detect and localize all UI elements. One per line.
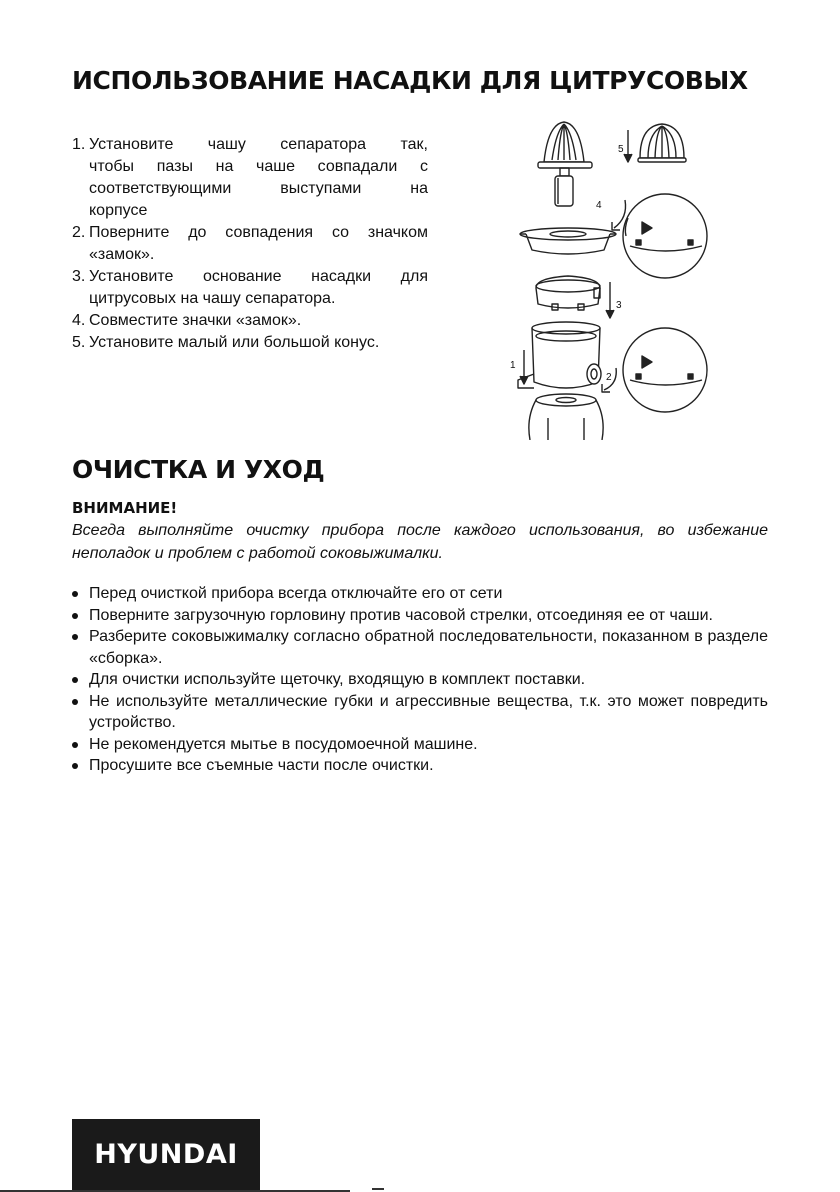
bullet-dot: [72, 742, 78, 748]
bullet-text: Разберите соковыжималку согласно обратной последовательности, показанном в разделе «сборка».: [89, 628, 768, 667]
citrus-assembly-illustration: [490, 118, 730, 440]
brand-logo: [72, 1119, 260, 1192]
bullet-dot: [72, 613, 78, 619]
bullet-item: [72, 605, 768, 627]
step-item: [72, 310, 428, 332]
bullet-dot: [72, 699, 78, 705]
bullet-dot: [72, 591, 78, 597]
step-line: Установите чашу сепаратора так,: [89, 136, 428, 153]
bullet-text: Не используйте металлические губки и агрессивные вещества, т.к. это может повредить устройство.: [89, 692, 768, 731]
bullet-text: Перед очисткой прибора всегда отключайте его от сети: [89, 585, 503, 602]
cleaning-bullets-list: [72, 583, 768, 777]
citrus-bowl-icon: [536, 276, 600, 310]
step-number: 4.: [72, 312, 86, 329]
figure-label: 5: [618, 144, 624, 155]
bullet-item: [72, 626, 768, 669]
bullet-dot: [72, 634, 78, 640]
bullet-item: [72, 583, 768, 605]
bullet-item: [72, 755, 768, 777]
bullet-text: Поверните загрузочную горловину против часовой стрелки, отсоединяя ее от чаши.: [89, 606, 713, 624]
step-line: цитрусовых на чашу сепаратора.: [89, 290, 336, 307]
figure-label: 3: [616, 300, 622, 311]
warning-title: ВНИМАНИЕ!: [72, 499, 178, 517]
small-cone-icon: [638, 124, 686, 162]
footer-rule-mark: [372, 1188, 384, 1190]
bullet-text: Не рекомендуется мытье в посудомоечной машине.: [89, 735, 478, 753]
step-line: Установите основание насадки для: [89, 268, 428, 285]
step-number: 2.: [72, 224, 86, 241]
step-line: «замок».: [89, 246, 155, 263]
lock-callout-icon-2: [623, 328, 707, 412]
reamer-base-icon: [520, 228, 616, 254]
figure-label: 1: [510, 360, 516, 371]
step-item: [72, 222, 428, 266]
warning-text: Всегда выполняйте очистку прибора после каждого использования, во избежание неполадок и проблем с работой соковыжималки.: [72, 522, 768, 562]
figure-label: 4: [596, 200, 602, 211]
bullet-text: Просушите все съемные части после очистки.: [89, 757, 434, 774]
motor-base-icon: [529, 394, 603, 440]
step-line: чтобы пазы на чаше совпадали с: [89, 158, 428, 175]
step-number: 1.: [72, 136, 86, 153]
step-item: [72, 134, 428, 222]
bullet-dot: [72, 677, 78, 683]
section-title-citrus-attachment: ИСПОЛЬЗОВАНИЕ НАСАДКИ ДЛЯ ЦИТРУСОВЫХ: [72, 66, 748, 95]
step-item: [72, 266, 428, 310]
bullet-text: Для очистки используйте щеточку, входящую в комплект поставки.: [89, 671, 586, 688]
step-line: Совместите значки «замок».: [89, 312, 302, 329]
step-number: 3.: [72, 268, 86, 285]
step-number: 5.: [72, 334, 86, 351]
separator-bowl-icon: [518, 322, 601, 388]
brand-logo-text: HYUNDAI: [94, 1139, 238, 1170]
step-line: Поверните до совпадения со значком: [89, 224, 428, 241]
bullet-item: [72, 669, 768, 691]
citrus-steps-list: [72, 134, 428, 354]
bullet-dot: [72, 763, 78, 769]
bullet-item: [72, 691, 768, 734]
section-title-cleaning: ОЧИСТКА И УХОД: [72, 455, 325, 484]
step-line: соответствующими выступами на: [89, 180, 428, 197]
bullet-item: [72, 734, 768, 756]
large-cone-icon: [538, 122, 592, 206]
step-line: Установите малый или большой конус.: [89, 334, 380, 351]
step-item: [72, 332, 428, 354]
lock-callout-icon: [623, 194, 707, 278]
figure-label: 2: [606, 372, 612, 383]
step-line: корпусе: [89, 202, 148, 219]
